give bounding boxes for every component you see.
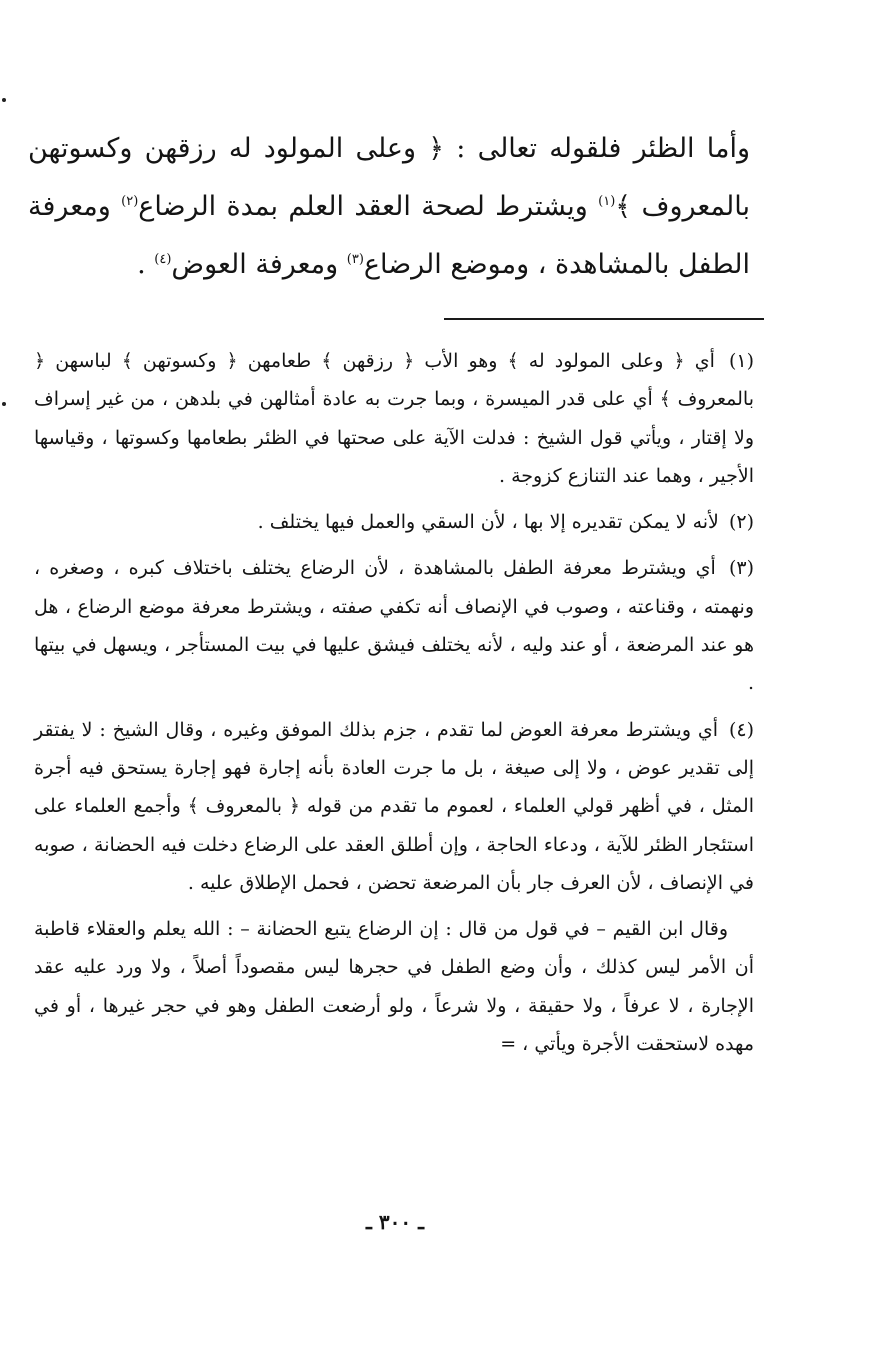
main-text-part-4: ومعرفة العوض — [171, 249, 347, 280]
footnotes-section — [34, 342, 754, 1071]
footnote-divider — [444, 318, 764, 320]
footnote-ref-1[interactable]: (١) — [598, 194, 616, 209]
scan-speck — [2, 402, 6, 406]
footnote-3 — [34, 549, 754, 702]
footnote-4 — [34, 711, 754, 902]
footnote-text: أي ويشترط معرفة العوض لما تقدم ، جزم بذلك الموفق وغيره ، وقال الشيخ : لا يفتقر إلى تقدير عوض ، ولا إلى صيغة ، بل ما جرت العادة بأنه إجارة فهو إجارة يستحق فيه أجرة المثل ، في أظهر قولي العلماء ، لعموم ما تقدم من قوله ﴿ بالمعروف ﴾ وأجمع العلماء على استئجار الظئر للآية ، ودعاء الحاجة ، وإن أطلق العقد على الرضاع دخلت فيه الحضانة ، صوبه في الإنصاف ، لأن العرف جار بأن المرضعة تحضن ، فحمل الإطلاق عليه . — [34, 718, 754, 894]
main-text-part-5: . — [137, 249, 155, 280]
closing-paragraph: وقال ابن القيم – في قول من قال : إن الرضاع يتبع الحضانة – : الله يعلم والعقلاء قاطبة أن الأمر ليس كذلك ، وأن وضع الطفل في حجرها ليس مقصوداً أصلاً ، ولا ورد عليه عقد الإجارة ، لا عرفاً ، ولا حقيقة ، ولا شرعاً ، ولو أرضعت الطفل وهو في حجر غيرها ، أو في مهده لاستحقت الأجرة ويأتي ، = — [34, 918, 754, 1056]
footnote-number: (٣) — [728, 557, 754, 580]
footnote-2 — [34, 503, 754, 541]
footnote-text: لأنه لا يمكن تقديره إلا بها ، لأن السقي والعمل فيها يختلف . — [257, 511, 719, 534]
footnote-ref-3[interactable]: (٣) — [346, 252, 364, 267]
footnote-text: أي ﴿ وعلى المولود له ﴾ وهو الأب ﴿ رزقهن ﴾ طعامهن ﴿ وكسوتهن ﴾ لباسهن ﴿ بالمعروف ﴾ أي على قدر الميسرة ، وبما جرت به عادة أمثالهن في بلدهن ، من غير إسراف ولا إقتار ، ويأتي قول الشيخ : فدلت الآية على صحتها في الظئر بطعامها وكسوتها ، وقياسها الأجير ، وهما عند التنازع كزوجة . — [34, 350, 754, 487]
main-text-part-3: ومعرفة الطفل بالمشاهدة ، وموضع الرضاع — [28, 191, 750, 280]
main-text-part-1: وأما الظئر فلقوله تعالى : ﴿ وعلى المولود له رزقهن وكسوتهن بالمعروف ﴾ — [28, 133, 750, 222]
footnote-number: (١) — [728, 350, 754, 372]
footnote-ref-2[interactable]: (٢) — [121, 194, 139, 209]
scan-speck — [2, 98, 6, 102]
footnote-1 — [34, 342, 754, 495]
main-paragraph — [28, 120, 750, 294]
footnote-number: (٢) — [728, 511, 754, 534]
footnote-text: أي ويشترط معرفة الطفل بالمشاهدة ، لأن الرضاع يختلف باختلاف كبره ، وصغره ، ونهمته ، وقناعته ، وصوب في الإنصاف أنه تكفي صفته ، ويشترط معرفة موضع الرضاع ، هل هو عند المرضعة ، أو عند وليه ، لأنه يختلف فيشق عليها في بيت المستأجر ، ويسهل في بيتها . — [34, 557, 754, 695]
footnote-number: (٤) — [728, 718, 754, 741]
main-text-part-2: ويشترط لصحة العقد العلم بمدة الرضاع — [138, 191, 599, 222]
footnote-ref-4[interactable]: (٤) — [154, 252, 172, 267]
page-number: ـ ٣٠٠ ـ — [366, 1210, 424, 1234]
